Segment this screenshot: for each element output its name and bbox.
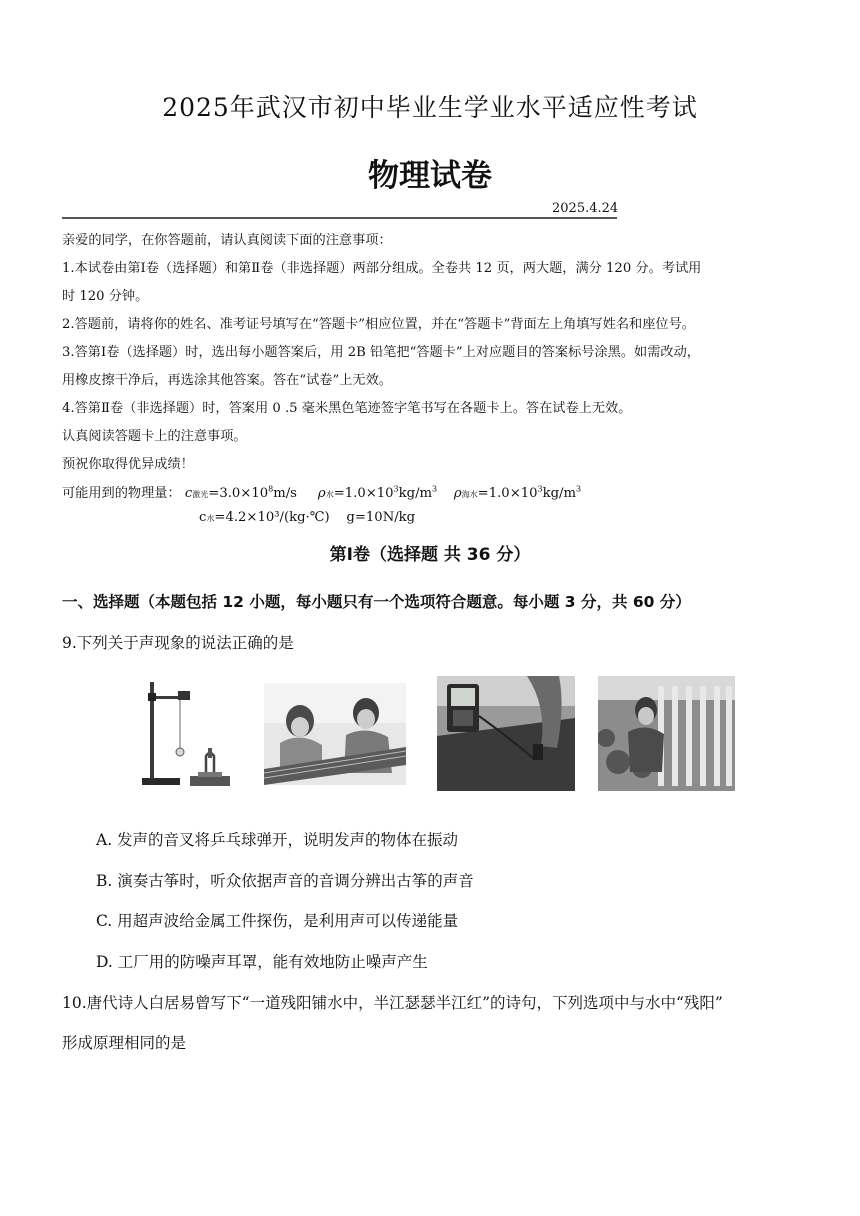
- exam-title: 2025年武汉市初中毕业生学业水平适应性考试: [162, 93, 698, 122]
- question-10-stem: 10.唐代诗人白居易曾写下“一道残阳铺水中，半江瑟瑟半江红”的诗句，下列选项中与水中“残阳”: [62, 994, 723, 1012]
- rho-seawater-exponent: 3: [537, 484, 543, 494]
- header-divider: [62, 217, 617, 219]
- c-symbol: c: [184, 486, 193, 501]
- rho-water-exponent: 3: [393, 484, 399, 494]
- tuning-fork-image: [134, 676, 234, 791]
- notice-item-2: 2.答题前，请将你的姓名、准考证号填写在“答题卡”相应位置，并在“答题卡”背面左上角填写姓名和座位号。: [62, 317, 695, 332]
- rho-seawater-unit: kg/m: [542, 486, 577, 501]
- rho-seawater-unit-exponent: 3: [576, 484, 582, 494]
- constants-line-2: [199, 510, 415, 525]
- rho-water-unit-exponent: 3: [432, 484, 438, 494]
- notice-item-5: 认真阅读答题卡上的注意事项。: [62, 429, 247, 444]
- question-9-option-a: A. 发声的音叉将乒乓球弹开，说明发声的物体在振动: [96, 831, 459, 849]
- ultrasonic-testing-image: [437, 676, 575, 791]
- notice-item-3: 3.答第Ⅰ卷（选择题）时，选出每小题答案后，用 2B 铅笔把“答题卡”上对应题目的答案标号涂黑。如需改动，: [62, 345, 700, 360]
- part-heading: 一、选择题（本题包括 12 小题，每小题只有一个选项符合题意。每小题 3 分，共 60 分）: [62, 593, 691, 611]
- question-10-stem-cont: 形成原理相同的是: [62, 1034, 187, 1052]
- c-value: =3.0×10: [208, 486, 269, 501]
- notice-greeting: 亲爱的同学，在你答题前，请认真阅读下面的注意事项：: [62, 233, 392, 248]
- notice-wish: 预祝你取得优异成绩！: [62, 457, 194, 472]
- constants-label: 可能用到的物理量：: [62, 486, 181, 501]
- rho-seawater-value: =1.0×10: [477, 486, 538, 501]
- cw-symbol: c: [199, 510, 207, 525]
- cw-value: =4.2×10³/(kg·℃): [214, 510, 330, 525]
- c-subscript: 激光: [192, 490, 209, 499]
- exam-date: 2025.4.24: [552, 201, 619, 216]
- rho-water-subscript: 水: [325, 490, 334, 499]
- constants-line-1: [62, 482, 581, 501]
- question-9-option-d: D. 工厂用的防噪声耳罩，能有效地防止噪声产生: [96, 953, 428, 971]
- rho-seawater-symbol: ρ: [453, 486, 462, 501]
- cw-subscript: 水: [206, 514, 215, 523]
- paper-title: 物理试卷: [368, 158, 492, 194]
- rho-water-symbol: ρ: [317, 486, 326, 501]
- g-value: g=10N/kg: [346, 510, 416, 525]
- notice-item-1-cont: 时 120 分钟。: [62, 289, 149, 304]
- section-title: 第Ⅰ卷（选择题 共 36 分）: [329, 545, 531, 565]
- c-unit: m/s: [273, 486, 297, 501]
- guzheng-performance-image: [264, 683, 406, 785]
- factory-earmuffs-image: [598, 676, 735, 791]
- notice-item-3-cont: 用橡皮擦干净后，再选涂其他答案。答在“试卷”上无效。: [62, 373, 392, 388]
- question-9-stem: 9.下列关于声现象的说法正确的是: [62, 634, 294, 652]
- c-exponent: 8: [268, 484, 274, 494]
- rho-water-value: =1.0×10: [333, 486, 394, 501]
- rho-water-unit: kg/m: [398, 486, 433, 501]
- notice-item-4: 4.答第Ⅱ卷（非选择题）时，答案用 0 .5 毫米黑色笔迹签字笔书写在各题卡上。答在试卷上无效。: [62, 401, 632, 416]
- question-9-option-b: B. 演奏古筝时，听众依据声音的音调分辨出古筝的声音: [96, 872, 474, 890]
- rho-seawater-subscript: 海水: [461, 490, 478, 499]
- notice-item-1: 1.本试卷由第Ⅰ卷（选择题）和第Ⅱ卷（非选择题）两部分组成。全卷共 12 页，两大题，满分 120 分。考试用: [62, 261, 702, 276]
- question-9-option-c: C. 用超声波给金属工件探伤，是利用声可以传递能量: [96, 912, 459, 930]
